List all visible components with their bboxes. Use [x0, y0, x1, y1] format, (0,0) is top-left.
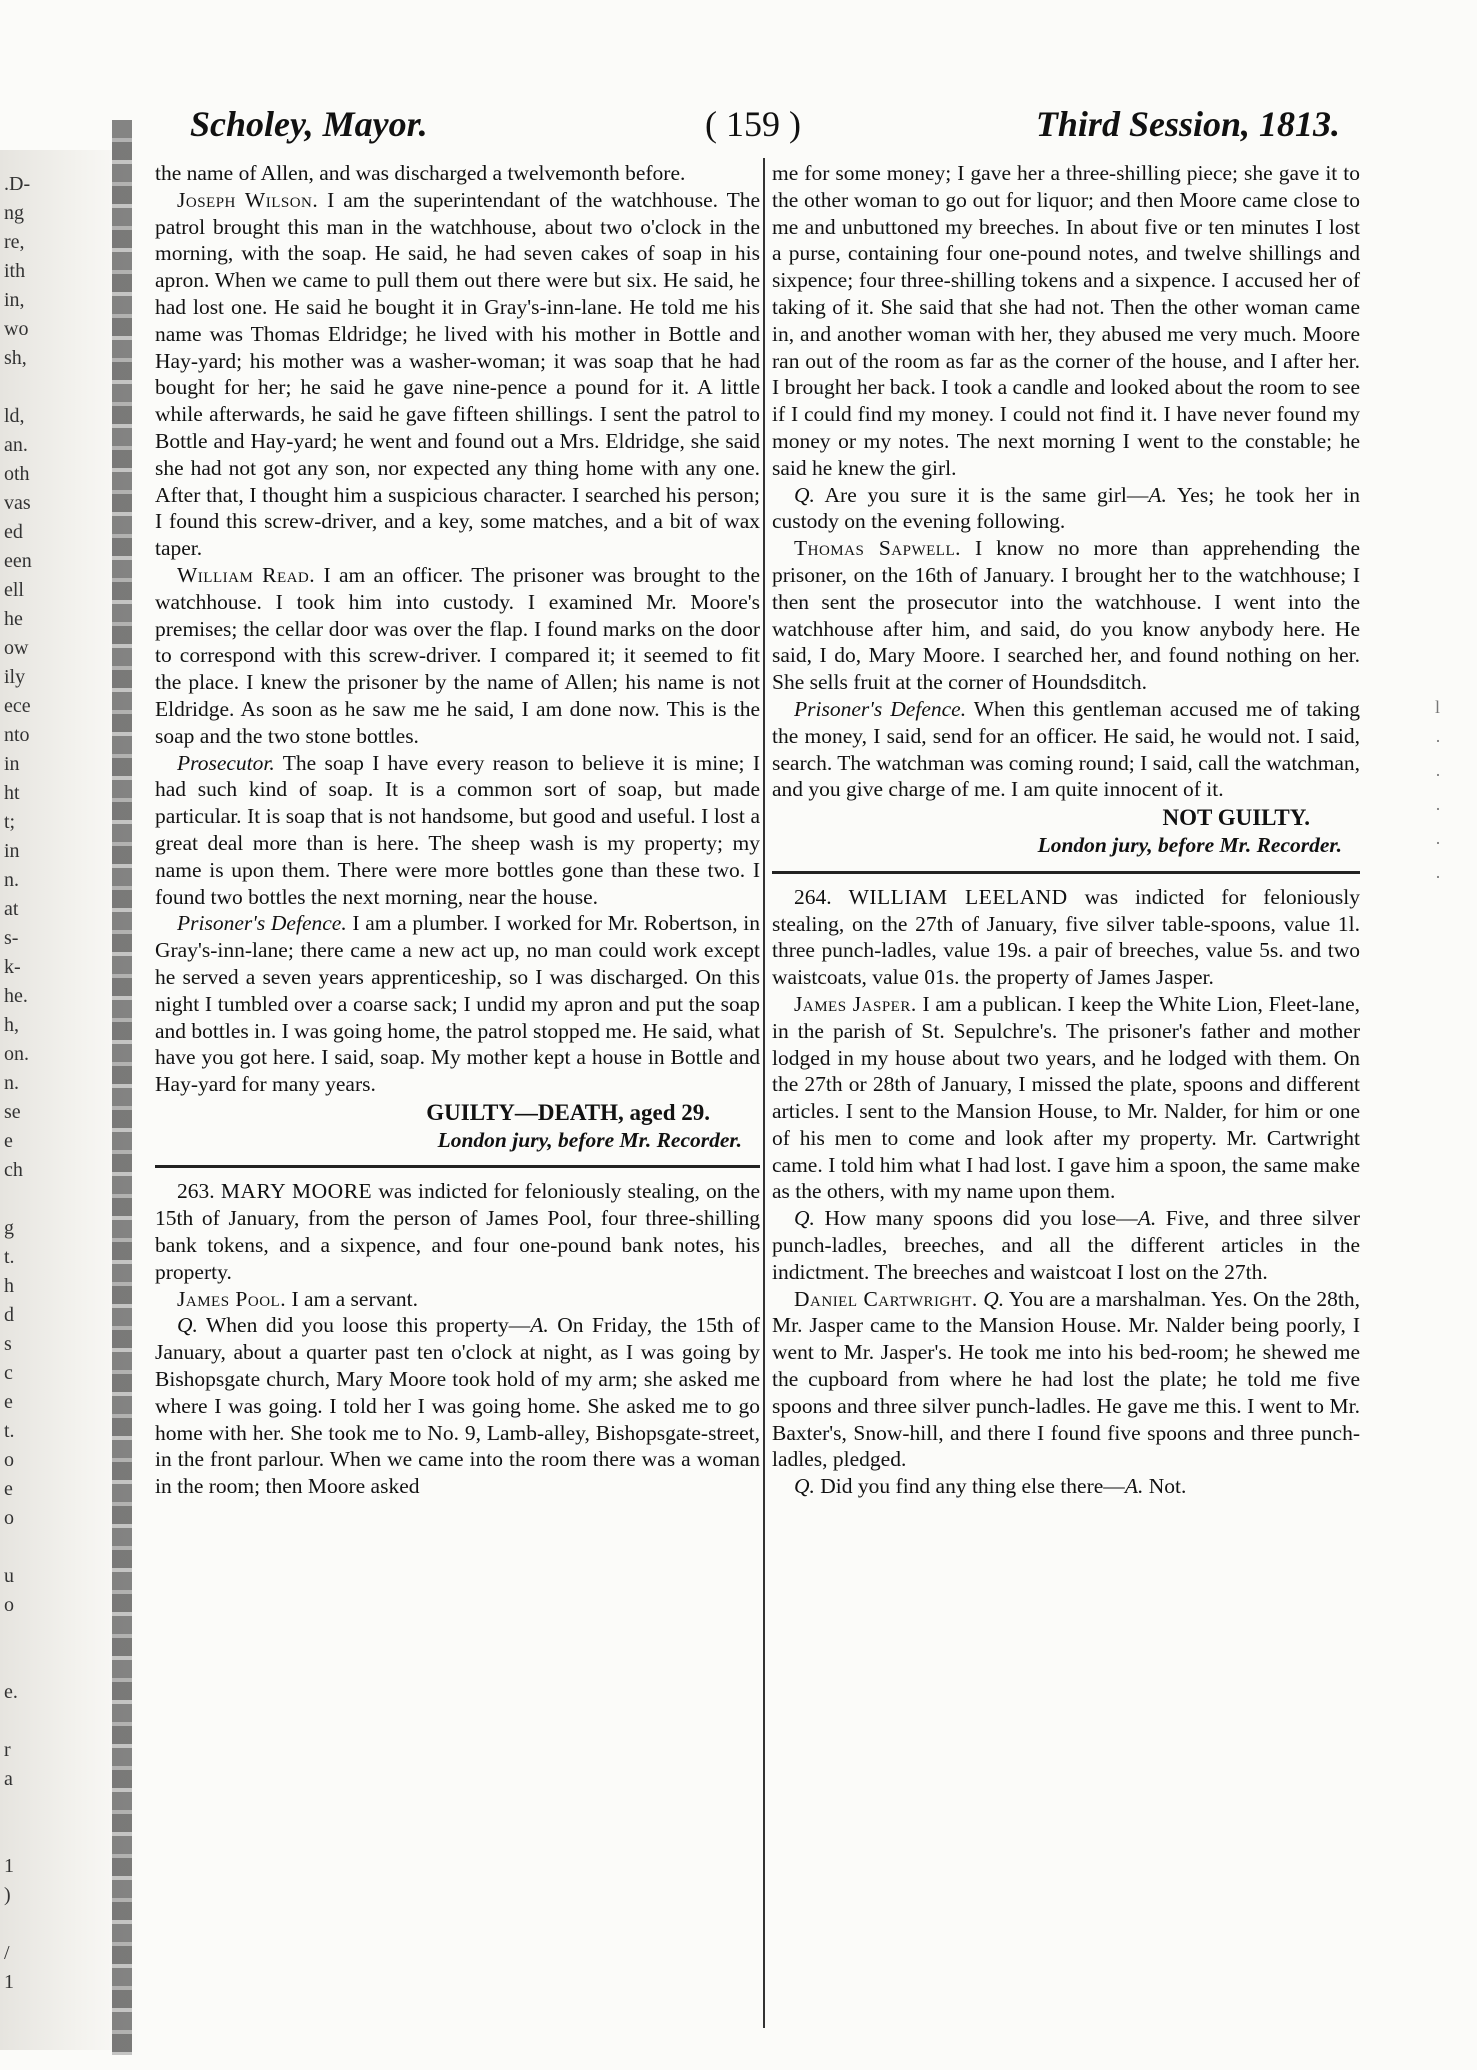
- gutter-fragment: [4, 1707, 54, 1736]
- gutter-fragment: in,: [4, 289, 25, 311]
- case-number: 263.: [177, 1179, 215, 1204]
- answer-text: Yes; he took her in custody on the evening following.: [772, 482, 1361, 534]
- testimony-prosecutor: [155, 750, 760, 911]
- witness-name: James Jasper.: [794, 991, 917, 1016]
- witness-name: William Read.: [177, 562, 316, 587]
- q-marker: Q.: [794, 1206, 815, 1231]
- testimony-wilson: [155, 187, 760, 562]
- question-text: Are you sure it is the same girl—: [814, 482, 1149, 507]
- gutter-fragment: [4, 1185, 54, 1214]
- gutter-fragment: [4, 373, 54, 402]
- gutter-fragment: in: [4, 840, 20, 862]
- right-margin-specks: [1435, 690, 1465, 894]
- gutter-fragment: t.: [4, 1246, 15, 1268]
- gutter-fragment: c: [4, 1362, 13, 1384]
- gutter-fragment: wo: [4, 318, 29, 340]
- a-marker: A.: [1124, 1474, 1144, 1499]
- gutter-fragment: [4, 1620, 54, 1649]
- running-header: [190, 103, 1340, 155]
- gutter-fragment: [4, 1910, 54, 1939]
- gutter-fragment: on.: [4, 1043, 29, 1065]
- question-answer: [772, 482, 1360, 536]
- testimony-text: I am a servant.: [286, 1286, 419, 1311]
- gutter-fragment: s: [4, 1333, 12, 1355]
- case-separator: [772, 871, 1360, 874]
- q-marker: Q.: [177, 1313, 198, 1338]
- gutter-fragment: u: [4, 1565, 14, 1587]
- gutter-fragment: se: [4, 1101, 21, 1123]
- gutter-fragment: at: [4, 898, 19, 920]
- q-marker: Q.: [977, 1286, 1005, 1311]
- gutter-fragment: re,: [4, 231, 25, 253]
- witness-name: James Pool.: [177, 1286, 287, 1311]
- gutter-fragment: e: [4, 1391, 13, 1413]
- margin-speck: ·: [1435, 867, 1441, 887]
- speaker-label: Prisoner's Defence.: [794, 696, 967, 721]
- q-marker: Q.: [794, 482, 815, 507]
- gutter-fragment: o: [4, 1594, 14, 1616]
- speaker-label: Prisoner's Defence.: [177, 911, 347, 936]
- question-answer: [772, 1473, 1360, 1500]
- testimony-text: I am an officer. The prisoner was brought to the watchhouse. I took him into custody. I examined Mr. Moore's premises; the cellar door was over the flap. I found marks on the door to correspond with this screw-driver. I compared it; it seemed to fit the place. I knew the prisoner by the name of Allen; his name is not Eldridge. As soon as he saw me he said, I am done now. This is the soap and the two stone bottles.: [155, 562, 761, 748]
- q-marker: Q.: [794, 1474, 815, 1499]
- gutter-fragment: ece: [4, 695, 31, 717]
- a-marker: A.: [530, 1313, 549, 1338]
- gutter-fragment: oth: [4, 463, 30, 485]
- gutter-fragment: a: [4, 1768, 13, 1790]
- case-separator: [155, 1165, 760, 1168]
- gutter-fragment: sh,: [4, 347, 27, 369]
- case-number: 264.: [794, 884, 832, 909]
- gutter-fragment: ): [4, 1884, 11, 1906]
- testimony-text: You are a marshalman. Yes. On the 28th, Mr. Jasper came to the Mansion House. Mr. Nalder being poorly, I went to Mr. Jasper's. He took me into his bed-room; he shewed me the cupboard from where he had lost the plate; he told me five spoons and three silver punch-ladles. He gave me this. I went to Mr. Baxter's, Snow-hill, and there I found five spoons and three punch-ladles, pledged.: [772, 1286, 1361, 1472]
- witness-name: Daniel Cartwright.: [794, 1286, 978, 1311]
- gutter-fragment: een: [4, 550, 32, 572]
- margin-speck: ·: [1435, 799, 1441, 819]
- gutter-fragment: ed: [4, 521, 23, 543]
- gutter-fragment: he.: [4, 985, 28, 1007]
- gutter-fragment: [4, 1823, 54, 1852]
- testimony-cartwright: [772, 1286, 1360, 1474]
- gutter-fragment: in: [4, 753, 20, 775]
- question-answer: [155, 1312, 760, 1500]
- defendant-name: MARY MOORE: [220, 1179, 373, 1204]
- verdict: GUILTY—DEATH, aged 29.: [426, 1099, 710, 1125]
- gutter-fragment: n.: [4, 1072, 19, 1094]
- header-right: Third Session, 1813.: [1035, 104, 1340, 144]
- gutter-fragment: d: [4, 1304, 14, 1326]
- testimony-read: [155, 562, 760, 750]
- gutter-fragment: an.: [4, 434, 28, 456]
- prisoner-defence: [155, 910, 760, 1098]
- gutter-fragment: t.: [4, 1420, 15, 1442]
- testimony-text: I am a publican. I keep the White Lion, Fleet-lane, in the parish of St. Sepulchre's. The prisoner's father and mother lodged in my house about two years, and he lodged with them. On the 27th or 28th of January, I missed the plate, spoons and different articles. I sent to the Mansion House, to Mr. Nalder, for him or one of his men to come and look after my property. Mr. Cartwright came. I told him what I had lost. I gave him a spoon, the same make as the others, with my name upon them.: [772, 991, 1360, 1204]
- gutter-fragment: o: [4, 1449, 14, 1471]
- gutter-fragment: ily: [4, 666, 26, 688]
- gutter-fragment: ith: [4, 260, 26, 282]
- left-column: [155, 160, 760, 1500]
- testimony-text: I am a plumber. I worked for Mr. Robertson, in Gray's-inn-lane; there came a new act up, no man could work except he served a seven years apprenticeship, so I was discharged. On this night I tumbled over a coarse sack; I undid my apron and put the soap and bottles in. I was going home, the patrol stopped me. He said, what have you got here. I said, soap. My mother kept a house in Bottle and Hay-yard for many years.: [155, 911, 760, 1097]
- gutter-fragment: .D-: [4, 173, 31, 195]
- defendant-name: WILLIAM LEELAND: [848, 884, 1068, 909]
- gutter-fragment: h: [4, 1275, 14, 1297]
- gutter-fragment: ch: [4, 1159, 23, 1181]
- gutter-fragment: [4, 1794, 54, 1823]
- gutter-fragment: e.: [4, 1681, 18, 1703]
- jury-line: London jury, before Mr. Recorder.: [1037, 832, 1342, 857]
- question-text: When did you loose this property—: [197, 1313, 531, 1338]
- testimony-text: When this gentleman accused me of taking the money, I said, send for an officer. He said, he would not. I said, search. The watchman was coming round; I said, call the watchman, and you give charge of me. I am quite innocent of it.: [772, 696, 1361, 802]
- gutter-fragment: k-: [4, 956, 21, 978]
- gutter-fragment: h,: [4, 1014, 19, 1036]
- verdict: NOT GUILTY.: [1162, 805, 1310, 831]
- gutter-fragment: g: [4, 1217, 14, 1239]
- answer-text: On Friday, the 15th of January, about a quarter past ten o'clock at night, as I was going by Bishopsgate church, Mary Moore took hold of my arm; she asked me where I was going. I told her I was going home. She asked me to go home with her. She took me to No. 9, Lamb-alley, Bishopsgate-street, in the front parlour. When we came into the room there was a woman in the room; then Moore asked: [155, 1313, 760, 1499]
- column-divider: [763, 158, 765, 2028]
- gutter-fragment: r: [4, 1739, 11, 1761]
- witness-name: Joseph Wilson.: [177, 187, 319, 212]
- gutter-fragment: vas: [4, 492, 31, 514]
- binding-spine: [112, 120, 132, 2055]
- indictment-text: was indicted for feloniously stealing, on the 15th of January, from the person of James Pool, four three-shilling bank tokens, and a sixpence, and four one-pound bank notes, his property.: [155, 1179, 760, 1284]
- answer-text: Not.: [1143, 1474, 1187, 1499]
- gutter-fragment: 1: [4, 1971, 14, 1993]
- gutter-fragment: [4, 1533, 54, 1562]
- testimony-sapwell: [772, 535, 1360, 696]
- paragraph: the name of Allen, and was discharged a twelvemonth before.: [155, 161, 686, 185]
- gutter-fragment: o: [4, 1507, 14, 1529]
- margin-speck: ·: [1435, 765, 1441, 785]
- margin-speck: ·: [1435, 833, 1441, 853]
- margin-speck: l: [1435, 697, 1441, 717]
- answer-text: Five, and three silver punch-ladles, breeches, and all the different articles in the indictment. The breeches and waistcoat I lost on the 27th.: [772, 1206, 1360, 1284]
- header-left: Scholey, Mayor.: [190, 104, 428, 144]
- testimony-jasper: [772, 991, 1360, 1205]
- gutter-fragment: ng: [4, 202, 24, 224]
- margin-speck: ·: [1435, 731, 1441, 751]
- question-text: Did you find any thing else there—: [814, 1474, 1125, 1499]
- gutter-fragment: ht: [4, 782, 20, 804]
- gutter-fragment: nto: [4, 724, 30, 746]
- jury-line: London jury, before Mr. Recorder.: [437, 1127, 742, 1152]
- speaker-label: Prosecutor.: [177, 750, 275, 775]
- testimony-text: The soap I have every reason to believe it is mine; I had such kind of soap. It is a common sort of soap, but made particular. It is soap that is not handsome, but good and useful. I lost a great deal more than is here. The sheep wash is my property; my name is upon them. There were more bottles gone than these two. I found two bottles the next morning, near the house.: [155, 750, 760, 909]
- gutter-fragment: n.: [4, 869, 19, 891]
- case-heading-263: [155, 1178, 760, 1285]
- question-answer: [772, 1205, 1360, 1285]
- testimony-text: I am the superintendant of the watchhouse. The patrol brought this man in the watchhouse, about two o'clock in the morning, with the soap. He said, he had seven cakes of soap in his apron. When we came to pull them out there were but six. He said, he had lost one. He said he bought it in Gray's-inn-lane. He told me his name was Thomas Eldridge; he lived with his mother in Bottle and Hay-yard; his mother was a washer-woman; it was soap that he had bought for her; he said he gave nine-pence a pound for it. A little while afterwards, he said he gave fifteen shillings. I sent the patrol to Bottle and Hay-yard; he went and found out a Mrs. Eldridge, she said she had not got any son, nor expected any thing home with any one. After that, I thought him a suspicious character. I searched his person; I found this screw-driver, and a key, some matches, and a bit of wax taper.: [155, 187, 760, 561]
- gutter-fragment: ld,: [4, 405, 25, 427]
- question-text: How many spoons did you lose—: [814, 1206, 1138, 1231]
- gutter-fragment: ow: [4, 637, 29, 659]
- gutter-fragment: t;: [4, 811, 16, 833]
- indictment-text: was indicted for feloniously stealing, on the 27th of January, five silver table-spoons, value 1l. three punch-ladles, value 19s. a pair of breeches, value 5s. and two waistcoats, value 01s. the property of James Jasper.: [772, 884, 1360, 990]
- gutter-fragment: 1: [4, 1855, 14, 1877]
- gutter-fragment: e: [4, 1130, 13, 1152]
- right-column: [772, 160, 1360, 1500]
- page-number: ( 159 ): [705, 104, 801, 144]
- testimony-pool: [155, 1286, 760, 1313]
- gutter-fragment: [4, 1649, 54, 1678]
- witness-name: Thomas Sapwell.: [794, 536, 961, 561]
- paragraph: me for some money; I gave her a three-shilling piece; she gave it to the other woman to go out for liquor; and then Moore came close to me and unbuttoned my breeches. In about five or ten minutes I lost a purse, containing four one-pound notes, and twelve shillings and sixpence; four three-shilling tokens and a sixpence. I accused her of taking of it. She said that she had not. Then the other woman came in, and another woman with her, they abused me very much. Moore ran out of the room as far as the corner of the house, and I after her. I brought her back. I took a candle and looked about the room to see if I could find my money. I could not find it. I have never found my money or my notes. The next morning I went to the constable; he said he knew the girl.: [772, 161, 1360, 480]
- testimony-text: I know no more than apprehending the prisoner, on the 16th of January. I brought her to the watchhouse; I then sent the prosecutor into the watchhouse. I went into the watchhouse after him, and said, do you know anybody here. He said, I do, Mary Moore. I searched her, and found nothing on her. She sells fruit at the corner of Houndsditch.: [772, 536, 1360, 695]
- prisoner-defence: [772, 696, 1360, 803]
- gutter-fragment: s-: [4, 927, 19, 949]
- facing-page-fragments: [4, 170, 54, 1997]
- a-marker: A.: [1148, 482, 1167, 507]
- gutter-fragment: he: [4, 608, 23, 630]
- gutter-fragment: /: [4, 1942, 10, 1964]
- case-heading-264: [772, 884, 1360, 991]
- gutter-fragment: e: [4, 1478, 13, 1500]
- a-marker: A.: [1137, 1206, 1157, 1231]
- gutter-fragment: ell: [4, 579, 24, 601]
